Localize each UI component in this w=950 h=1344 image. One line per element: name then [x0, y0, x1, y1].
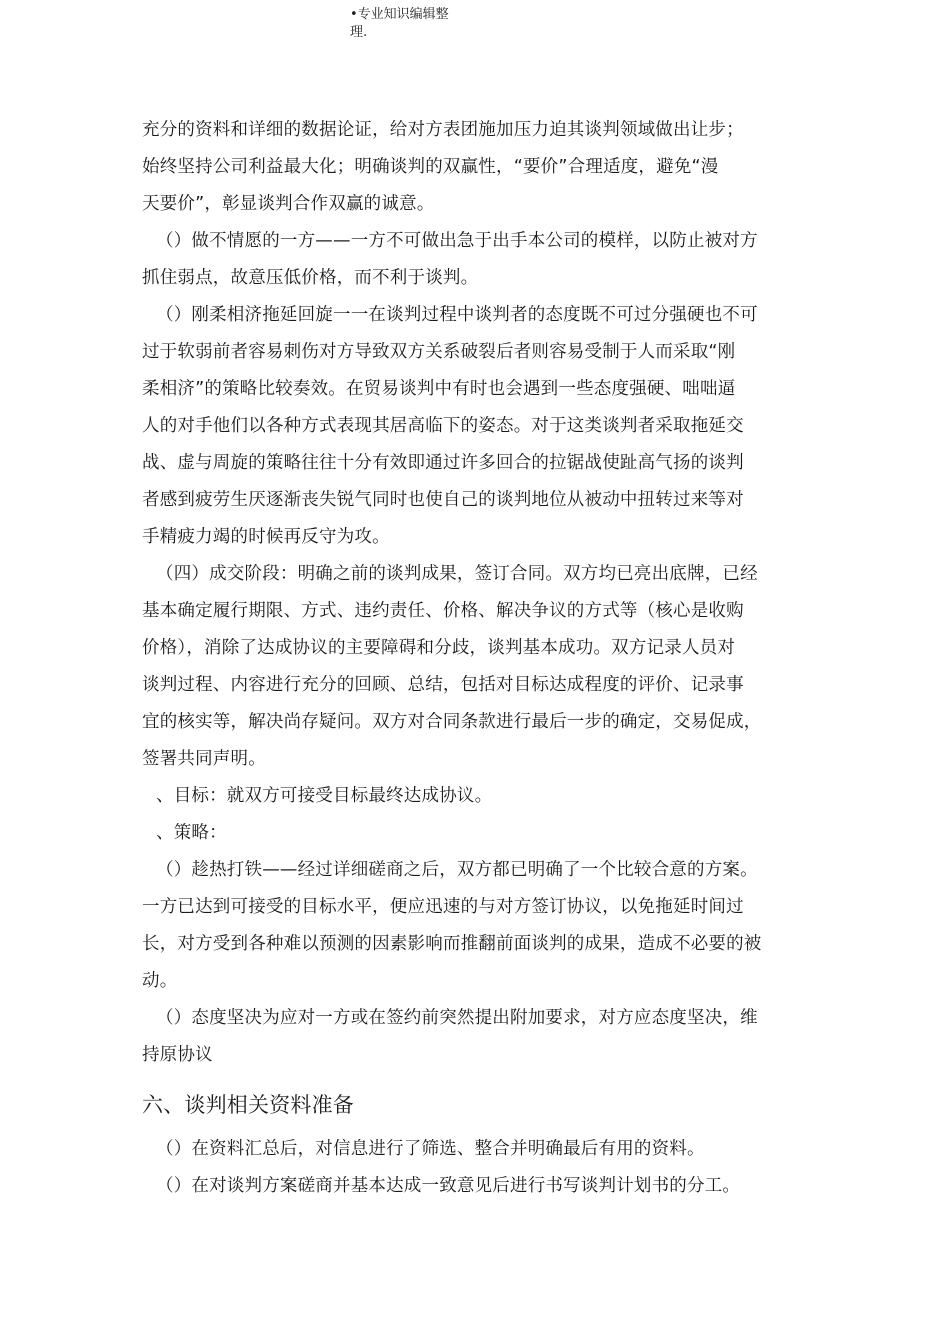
- body-line: 始终坚持公司利益最大化；明确谈判的双赢性，“要价”合理适度，避免“漫: [142, 157, 719, 177]
- body-line: 人的对手他们以各种方式表现其居高临下的姿态。对于这类谈判者采取拖延交: [142, 416, 744, 436]
- body-line: 战、虚与周旋的策略往往十分有效即通过许多回合的拉锯战使趾高气扬的谈判: [142, 453, 744, 473]
- body-line: （）刚柔相济拖延回旋一一在谈判过程中谈判者的态度既不可过分强硬也不可: [156, 305, 758, 325]
- header-line-2: 理.: [350, 25, 368, 40]
- body-line: 天要价”，彰显谈判合作双赢的诚意。: [142, 194, 435, 214]
- body-line: 手精疲力竭的时候再反守为攻。: [142, 527, 390, 547]
- body-line: （）态度坚决为应对一方或在签约前突然提出附加要求，对方应态度坚决，维: [156, 1008, 758, 1028]
- body-line: （）做不情愿的一方——一方不可做出急于出手本公司的模样，以防止被对方: [156, 231, 758, 251]
- section-heading: 六、谈判相关资料准备: [142, 1093, 354, 1117]
- document-body: [142, 112, 810, 1205]
- body-line: 者感到疲劳生厌逐渐丧失锐气同时也使自己的谈判地位从被动中扭转过来等对: [142, 490, 744, 510]
- body-line: 柔相济”的策略比较奏效。在贸易谈判中有时也会遇到一些态度强硬、咄咄逼: [142, 379, 736, 399]
- section-line: （）在对谈判方案磋商并基本达成一致意见后进行书写谈判计划书的分工。: [156, 1176, 741, 1196]
- body-line: （）趁热打铁——经过详细磋商之后，双方都已明确了一个比较合意的方案。: [156, 860, 758, 880]
- body-line: 基本确定履行期限、方式、违约责任、价格、解决争议的方式等（核心是收购: [142, 601, 744, 621]
- body-line: 充分的资料和详细的数据论证，给对方表团施加压力迫其谈判领域做出让步；: [142, 120, 744, 140]
- body-line: 价格），消除了达成协议的主要障碍和分歧，谈判基本成功。双方记录人员对: [142, 638, 736, 658]
- body-line: 动。: [142, 971, 178, 991]
- page-header: [350, 6, 449, 42]
- body-line: 谈判过程、内容进行充分的回顾、总结，包括对目标达成程度的评价、记录事: [142, 675, 744, 695]
- body-line: 过于软弱前者容易刺伤对方导致双方关系破裂后者则容易受制于人而采取“刚: [142, 342, 736, 362]
- body-line: （四）成交阶段：明确之前的谈判成果，签订合同。双方均已亮出底牌，已经: [156, 564, 758, 584]
- body-line: 宜的核实等，解决尚存疑问。双方对合同条款进行最后一步的确定，交易促成，: [142, 712, 762, 732]
- header-line-1: •专业知识编辑整: [350, 7, 449, 22]
- body-line: 一方已达到可接受的目标水平，便应迅速的与对方签订协议，以免拖延时间过: [142, 897, 744, 917]
- body-line: 持原协议: [142, 1045, 213, 1065]
- body-line: 抓住弱点，故意压低价格，而不利于谈判。: [142, 268, 479, 288]
- body-line: 长，对方受到各种难以预测的因素影响而推翻前面谈判的成果，造成不必要的被: [142, 934, 762, 954]
- section-line: （）在资料汇总后，对信息进行了筛选、整合并明确最后有用的资料。: [156, 1139, 705, 1159]
- body-line: 、目标：就双方可接受目标最终达成协议。: [156, 786, 493, 806]
- body-line: 、策略：: [156, 823, 227, 843]
- body-line: 签署共同声明。: [142, 749, 266, 769]
